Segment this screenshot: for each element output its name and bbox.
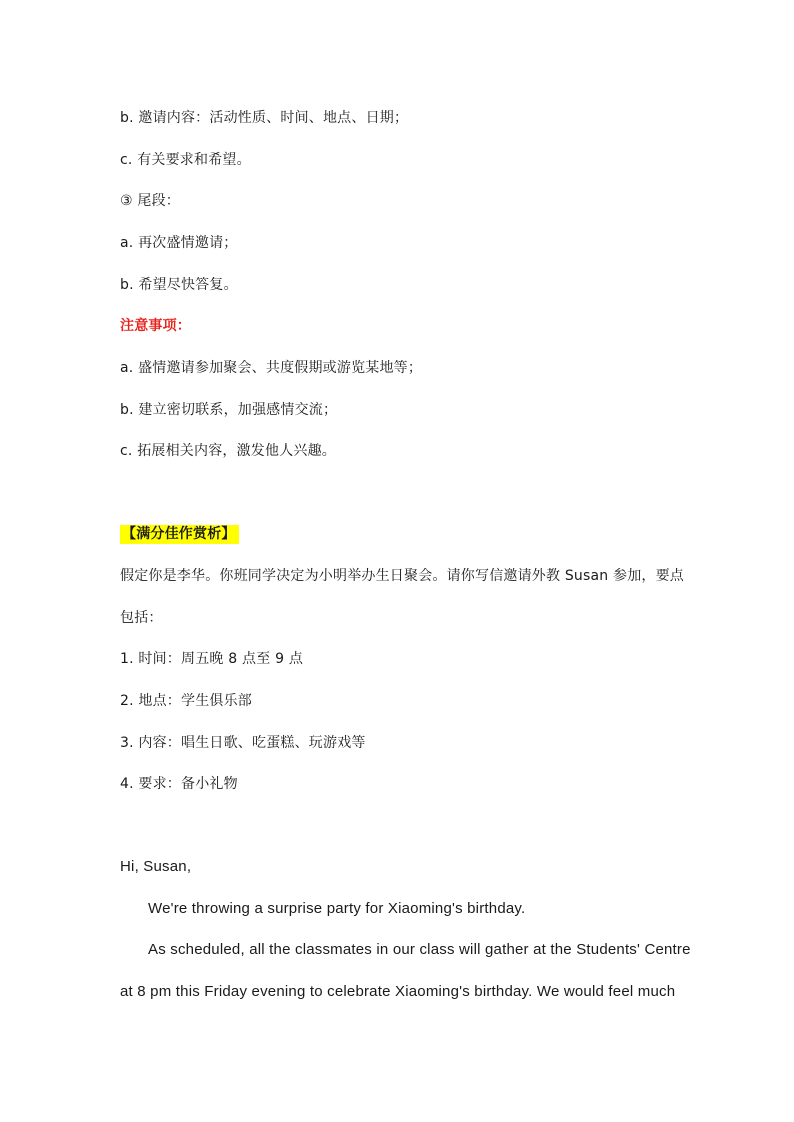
letter-paragraph-1: We're throwing a surprise party for Xiaoming's birthday.: [148, 900, 526, 917]
ending-item-a: a. 再次盛情邀请；: [120, 235, 238, 251]
notes-item-c: c. 拓展相关内容，激发他人兴趣。: [120, 443, 336, 459]
ending-item-b: b. 希望尽快答复。: [120, 277, 238, 293]
letter-paragraph-2-line-2: at 8 pm this Friday evening to celebrate Xiaoming's birthday. We would feel much: [120, 983, 676, 1000]
highlighted-heading-text: 【满分佳作赏析】: [120, 525, 239, 544]
structure-item-b: b. 邀请内容：活动性质、时间、地点、日期；: [120, 110, 409, 126]
point-item-3: 3. 内容：唱生日歌、吃蛋糕、玩游戏等: [120, 735, 366, 751]
letter-paragraph-2-line-1: As scheduled, all the classmates in our class will gather at the Students' Centre: [148, 941, 691, 958]
notes-item-a: a. 盛情邀请参加聚会、共度假期或游览某地等；: [120, 360, 423, 376]
sample-section-heading: [120, 524, 239, 544]
structure-item-c: c. 有关要求和希望。: [120, 152, 251, 168]
point-item-4: 4. 要求：备小礼物: [120, 776, 238, 792]
prompt-line-2: 包括：: [120, 610, 163, 626]
point-item-2: 2. 地点：学生俱乐部: [120, 693, 253, 709]
letter-salutation: Hi, Susan,: [120, 858, 192, 875]
ending-title: ③ 尾段：: [120, 193, 181, 209]
prompt-line-1: 假定你是李华。你班同学决定为小明举办生日聚会。请你写信邀请外教 Susan 参加，要点: [120, 568, 685, 584]
notes-item-b: b. 建立密切联系，加强感情交流；: [120, 402, 338, 418]
point-item-1: 1. 时间：周五晚 8 点至 9 点: [120, 651, 304, 667]
notes-heading: 注意事项：: [120, 318, 191, 334]
